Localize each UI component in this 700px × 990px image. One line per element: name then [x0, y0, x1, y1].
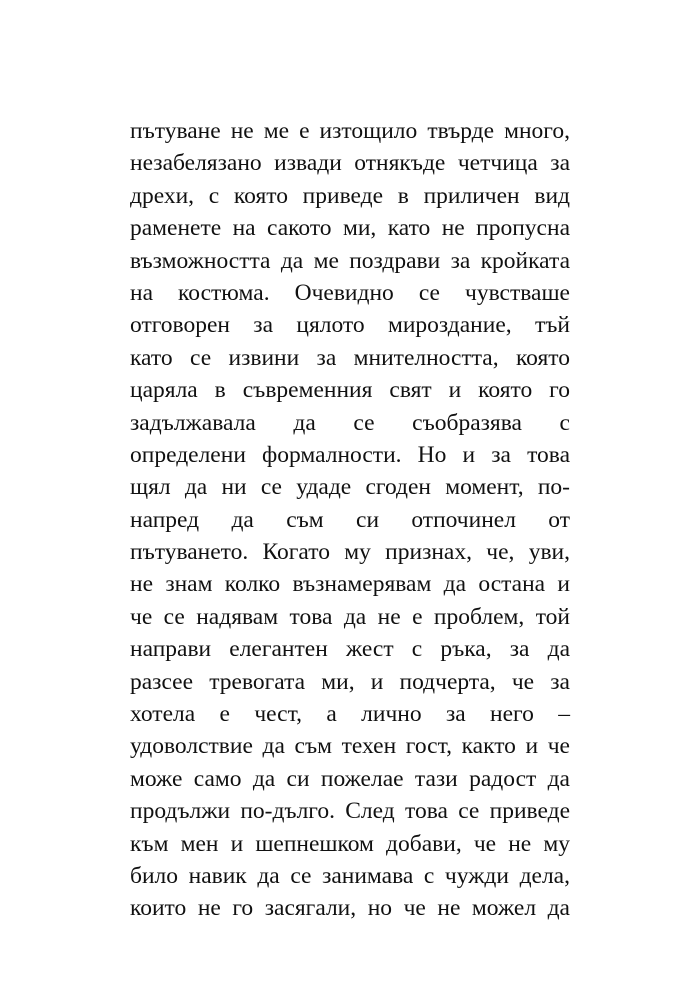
text-line: определени формалности. Но и за това	[130, 441, 570, 468]
body-text	[130, 115, 570, 925]
text-line: дрехи, с която приведе в приличен вид	[130, 182, 570, 209]
text-line: незабелязано извади отнякъде четчица за	[130, 150, 570, 177]
text-line: на костюма. Очевидно се чувстваше	[130, 279, 570, 306]
text-line: щял да ни се удаде сгоден момент, по-	[130, 474, 570, 501]
text-line: които не го засягали, но че не можел да	[130, 895, 570, 922]
text-line: удоволствие да съм техен гост, както и че	[130, 733, 570, 760]
text-line: че се надявам това да не е проблем, той	[130, 603, 570, 630]
text-line: продължи по-дълго. След това се приведе	[130, 798, 570, 825]
text-line: задължавала да се съобразява с	[130, 409, 570, 436]
text-line: царяла в съвременния свят и която го	[130, 377, 570, 404]
text-line: пътуване не ме е изтощило твърде много,	[130, 118, 570, 144]
text-line: било навик да се занимава с чужди дела,	[130, 862, 570, 889]
text-line: не знам колко възнамерявам да остана и	[130, 571, 570, 598]
text-line: към мен и шепнешком добави, че не му	[130, 830, 570, 857]
text-line: отговорен за цялото мироздание, тъй	[130, 312, 570, 339]
text-line: като се извини за мнителността, която	[130, 344, 570, 371]
text-line: възможността да ме поздрави за кройката	[130, 247, 570, 274]
text-line: пътуването. Когато му признах, че, уви,	[130, 539, 570, 566]
text-line: напред да съм си отпочинел от	[130, 506, 570, 533]
text-line: разсее тревогата ми, и подчерта, че за	[130, 668, 570, 695]
text-line: направи елегантен жест с ръка, за да	[130, 636, 570, 663]
text-line: може само да си пожелае тази радост да	[130, 765, 570, 792]
text-line: раменете на сакото ми, като не пропусна	[130, 215, 570, 242]
text-line: хотела е чест, а лично за него –	[130, 701, 570, 728]
